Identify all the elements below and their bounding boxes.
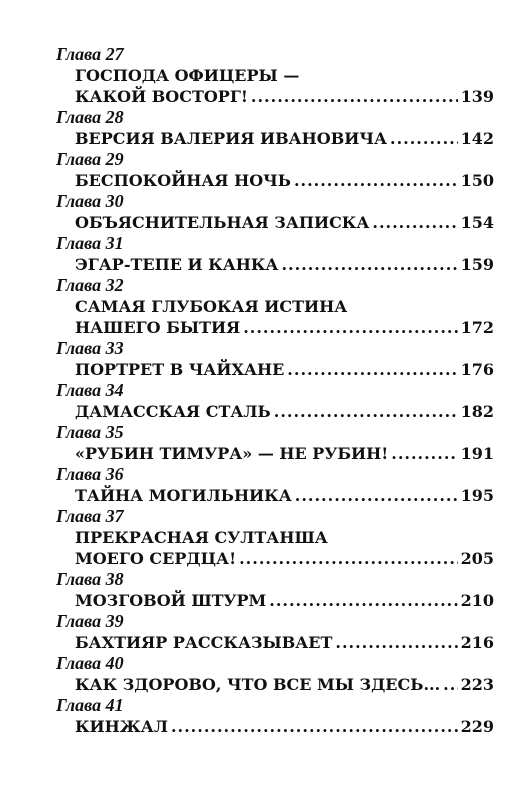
- dot-leader: [239, 548, 457, 569]
- chapter-title-line: ОБЪЯСНИТЕЛЬНАЯ ЗАПИСКА: [75, 213, 370, 232]
- dot-leader: [372, 212, 457, 233]
- chapter-label: Глава 34: [56, 380, 124, 400]
- dot-leader: [243, 317, 457, 338]
- dot-leader: [295, 485, 458, 506]
- chapter-title-row: [48, 716, 494, 737]
- toc-entry: [48, 611, 494, 653]
- chapter-title-line: КАКОЙ ВОСТОРГ!: [75, 87, 248, 106]
- toc-entry: [48, 338, 494, 380]
- chapter-label: Глава 32: [56, 275, 124, 295]
- chapter-label: Глава 38: [56, 569, 124, 589]
- page-number: 205: [460, 549, 494, 568]
- toc-entry: [48, 506, 494, 569]
- chapter-title-row: [48, 548, 494, 569]
- toc-entry: [48, 569, 494, 611]
- page-number: 176: [460, 360, 494, 379]
- chapter-title-line: ПРЕКРАСНАЯ СУЛТАНША: [75, 528, 328, 547]
- chapter-title-row: [48, 674, 494, 695]
- chapter-title-row: [48, 170, 494, 191]
- chapter-title-line: КАК ЗДОРОВО, ЧТО ВСЕ МЫ ЗДЕСЬ...: [75, 675, 441, 694]
- dot-leader: [251, 86, 458, 107]
- chapter-label: Глава 37: [56, 506, 124, 526]
- chapter-title-row: [48, 86, 494, 107]
- toc-entry: [48, 191, 494, 233]
- chapter-title-row: [48, 359, 494, 380]
- chapter-title-line: ДАМАССКАЯ СТАЛЬ: [75, 402, 271, 421]
- chapter-title-line: ТАЙНА МОГИЛЬНИКА: [75, 486, 292, 505]
- chapter-title-row: [48, 212, 494, 233]
- toc-entry: [48, 149, 494, 191]
- toc-entry: [48, 275, 494, 338]
- chapter-title-row: [48, 590, 494, 611]
- dot-leader: [335, 632, 457, 653]
- page-number: 154: [460, 213, 494, 232]
- chapter-label: Глава 30: [56, 191, 124, 211]
- chapter-title-row: [48, 632, 494, 653]
- page-number: 216: [460, 633, 494, 652]
- chapter-title-line: НАШЕГО БЫТИЯ: [75, 318, 241, 337]
- page-number: 159: [460, 255, 494, 274]
- toc-entry: [48, 653, 494, 695]
- page-number: 142: [460, 129, 494, 148]
- chapter-title-line: «РУБИН ТИМУРА» — НЕ РУБИН!: [75, 444, 389, 463]
- toc-entry: [48, 233, 494, 275]
- toc-entry: [48, 695, 494, 737]
- dot-leader: [287, 359, 457, 380]
- chapter-label: Глава 41: [56, 695, 124, 715]
- chapter-label: Глава 33: [56, 338, 124, 358]
- page-number: 172: [460, 318, 494, 337]
- chapter-label: Глава 31: [56, 233, 124, 253]
- chapter-title-row: [48, 128, 494, 149]
- chapter-title-line: ЭГАР-ТЕПЕ И КАНКА: [75, 255, 279, 274]
- chapter-title-line: САМАЯ ГЛУБОКАЯ ИСТИНА: [75, 297, 348, 316]
- chapter-title-line: ГОСПОДА ОФИЦЕРЫ —: [75, 66, 300, 85]
- chapter-title-line: МОЗГОВОЙ ШТУРМ: [75, 591, 267, 610]
- chapter-title-line: ВЕРСИЯ ВАЛЕРИЯ ИВАНОВИЧА: [75, 129, 388, 148]
- dot-leader: [443, 674, 457, 695]
- chapter-label: Глава 28: [56, 107, 124, 127]
- dot-leader: [294, 170, 458, 191]
- chapter-label: Глава 39: [56, 611, 124, 631]
- chapter-title-row: [48, 443, 494, 464]
- page-number: 210: [460, 591, 494, 610]
- chapter-title-line: БЕСПОКОЙНАЯ НОЧЬ: [75, 171, 291, 190]
- page-number: 229: [460, 717, 494, 736]
- page-number: 139: [460, 87, 494, 106]
- chapter-title-row: [48, 317, 494, 338]
- toc-entry: [48, 422, 494, 464]
- dot-leader: [274, 401, 458, 422]
- toc-entry: [48, 107, 494, 149]
- page-number: 150: [460, 171, 494, 190]
- chapter-title-row: [48, 485, 494, 506]
- page-number: 182: [460, 402, 494, 421]
- chapter-label: Глава 40: [56, 653, 124, 673]
- chapter-title-line: БАХТИЯР РАССКАЗЫВАЕТ: [75, 633, 333, 652]
- dot-leader: [391, 443, 457, 464]
- dot-leader: [281, 254, 457, 275]
- toc-entry: [48, 464, 494, 506]
- chapter-title-row: [48, 401, 494, 422]
- page-number: 223: [460, 675, 494, 694]
- chapter-label: Глава 36: [56, 464, 124, 484]
- chapter-label: Глава 27: [56, 44, 124, 64]
- toc-entry: [48, 380, 494, 422]
- table-of-contents: [48, 44, 494, 737]
- chapter-title-line: МОЕГО СЕРДЦА!: [75, 549, 237, 568]
- page-number: 191: [460, 444, 494, 463]
- chapter-title-line: КИНЖАЛ: [75, 717, 168, 736]
- dot-leader: [171, 716, 458, 737]
- chapter-label: Глава 35: [56, 422, 124, 442]
- chapter-title-line: ПОРТРЕТ В ЧАЙХАНЕ: [75, 360, 285, 379]
- chapter-label: Глава 29: [56, 149, 124, 169]
- page-number: 195: [460, 486, 494, 505]
- toc-entry: [48, 44, 494, 107]
- chapter-title-row: [48, 254, 494, 275]
- dot-leader: [390, 128, 458, 149]
- dot-leader: [269, 590, 457, 611]
